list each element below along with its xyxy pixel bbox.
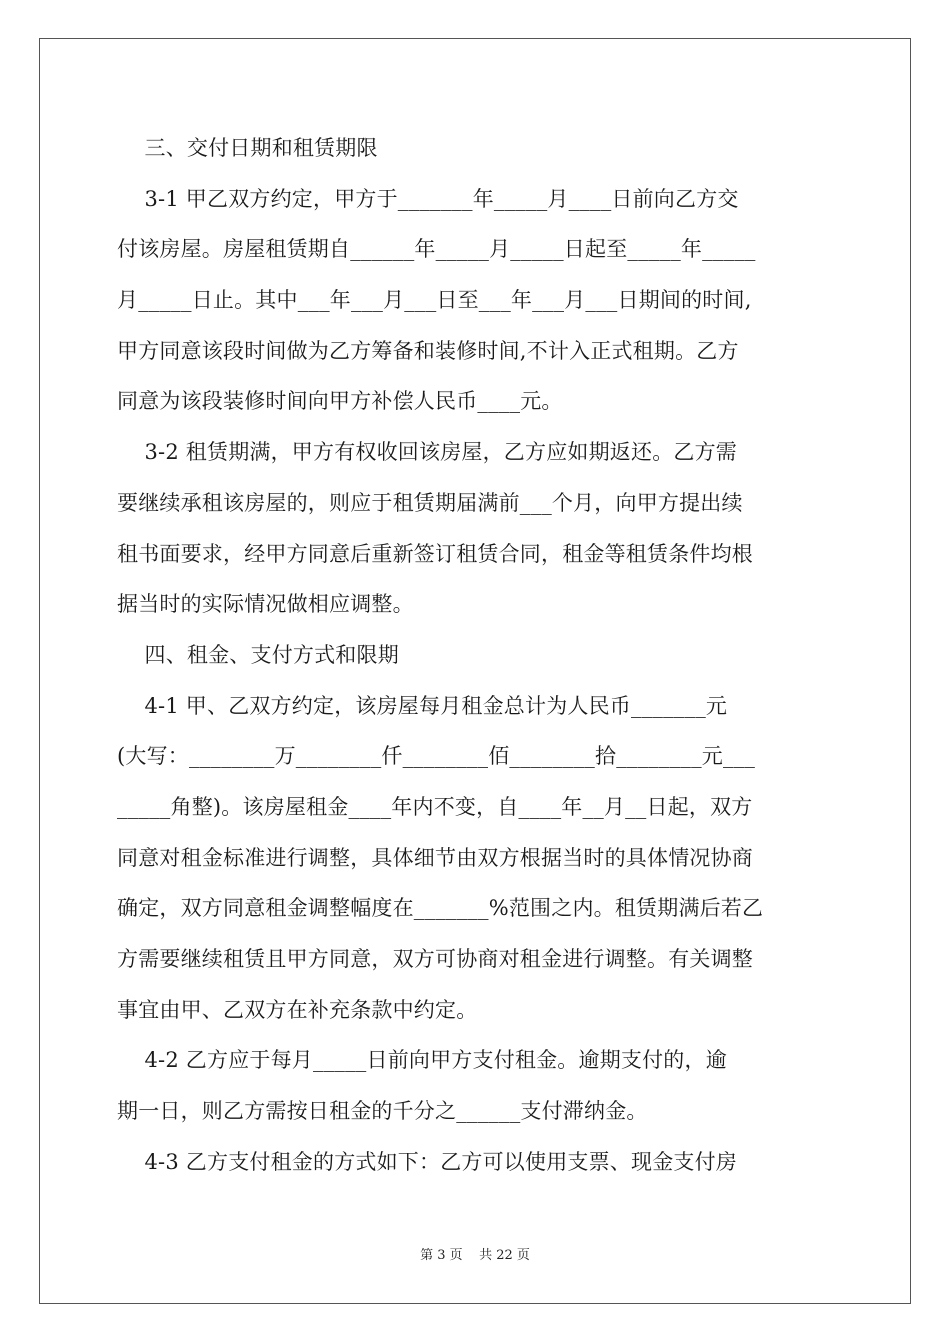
text-line: 付该房屋。房屋租赁期自______年_____月_____日起至_____年_____ [117,237,756,262]
text-line: 四、租金、支付方式和限期 [117,642,399,667]
text-line: 3-2 租赁期满，甲方有权收回该房屋，乙方应如期返还。乙方需 [117,440,737,465]
text-line: 方需要继续租赁且甲方同意，双方可协商对租金进行调整。有关调整 [117,947,753,971]
text-line: 同意对租金标准进行调整，具体细节由双方根据当时的具体情况协商 [117,845,753,870]
page-indicator: 第 3 页 共 22 页 [420,1248,530,1263]
document-body [117,123,833,1187]
text-line: 要继续承租该房屋的，则应于租赁期届满前___个月，向甲方提出续 [117,490,743,515]
text-line: 同意为该段装修时间向甲方补偿人民币____元。 [117,389,563,414]
text-line: 租书面要求，经甲方同意后重新签订租赁合同，租金等租赁条件均根 [117,541,753,566]
text-line: 月_____日止。其中___年___月___日至___年___月___日期间的时间, [117,288,752,313]
text-line: _____角整)。该房屋租金____年内不变，自____年__月__日起，双方 [117,794,753,819]
text-line: 事宜由甲、乙双方在补充条款中约定。 [117,997,478,1022]
text-line: 确定，双方同意租金调整幅度在_______%范围之内。租赁期满后若乙 [117,896,764,921]
text-line: 据当时的实际情况做相应调整。 [117,592,414,617]
text-line: 三、交付日期和租赁期限 [117,136,378,160]
text-line: 4-3 乙方支付租金的方式如下：乙方可以使用支票、现金支付房 [117,1149,737,1174]
text-line: 4-1 甲、乙双方约定，该房屋每月租金总计为人民币_______元 [117,693,728,718]
text-line: 3-1 甲乙双方约定，甲方于_______年_____月____日前向乙方交 [117,186,739,211]
text-line: 期一日，则乙方需按日租金的千分之______支付滞纳金。 [117,1099,648,1124]
text-line: 4-2 乙方应于每月_____日前向甲方支付租金。逾期支付的，逾 [117,1048,727,1073]
text-line: (大写：________万________仟________佰________拾________元___ [117,744,756,769]
text-line: 甲方同意该段时间做为乙方筹备和装修时间,不计入正式租期。乙方 [117,338,739,363]
